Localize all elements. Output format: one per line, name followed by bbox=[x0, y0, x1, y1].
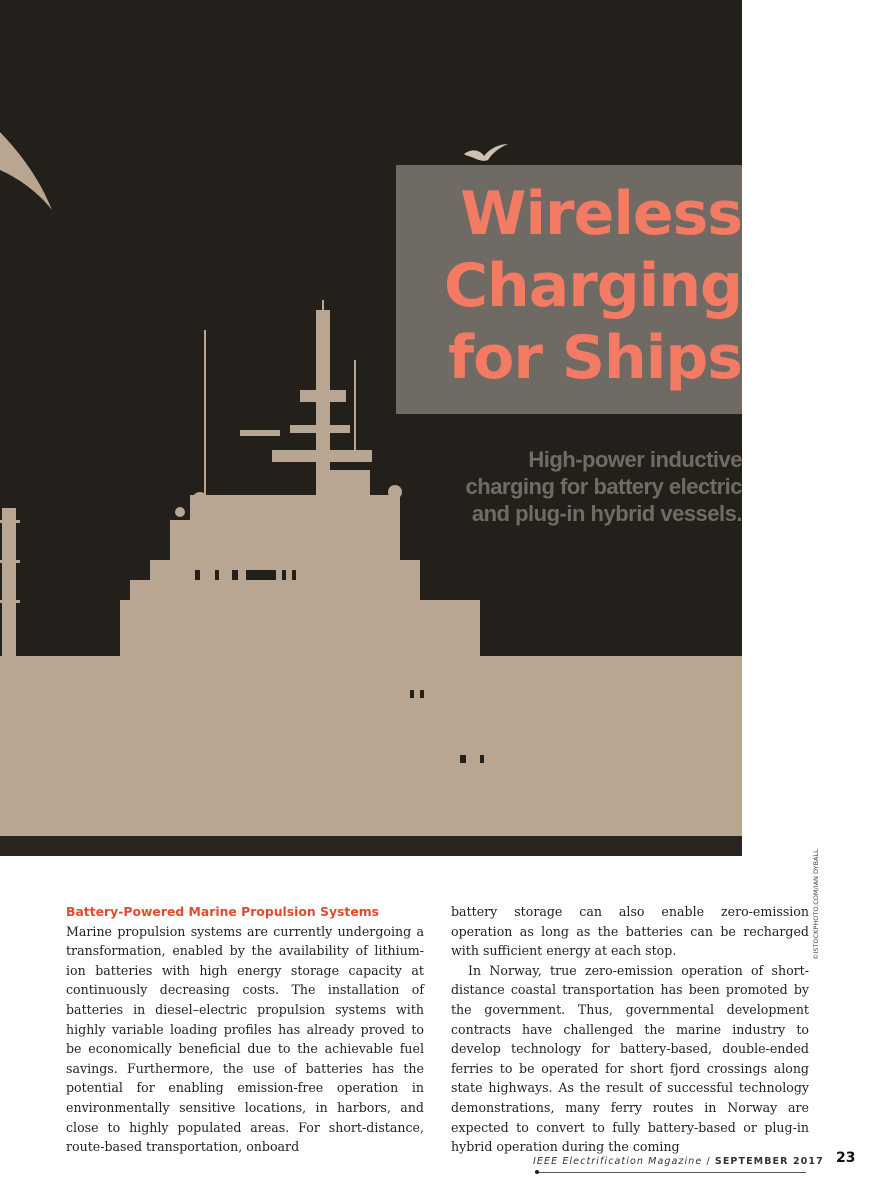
footer-rule-dot bbox=[535, 1170, 539, 1174]
seagull-shape bbox=[464, 144, 508, 161]
title-line-2: Charging bbox=[443, 251, 742, 321]
photo-credit-text: ©ISTOCKPHOTO.COM/IAN DYBALL bbox=[812, 849, 820, 960]
footer-rule bbox=[536, 1172, 806, 1173]
col2-paragraph-2: In Norway, true zero-emission operation of short-distance coastal transportation has been promoted by the government. Thus, governmental development contracts have challenged the marine industry to develop technology for battery-based, double-ended ferries to be operated for short fjord crossings along state highways. As the result of successful technology demonstrations, many ferry routes in Norway are expected to convert to fully battery-based or plug-in hybrid operation during the coming bbox=[451, 962, 809, 1155]
photo-credit bbox=[810, 849, 822, 960]
article-column-2 bbox=[451, 902, 809, 1157]
issue-date: SEPTEMBER 2017 bbox=[714, 1156, 824, 1167]
col2-paragraph-1: battery storage can also enable zero-emission operation as long as the batteries can be recharged with sufficient energy at each stop. bbox=[451, 904, 809, 959]
footer-separator: / bbox=[706, 1156, 711, 1167]
moon-crescent bbox=[0, 132, 52, 210]
title-line-3: for Ships bbox=[448, 323, 742, 393]
subtitle-line-3: and plug-in hybrid vessels. bbox=[471, 501, 742, 526]
article-column-1 bbox=[66, 902, 424, 1157]
magazine-name: IEEE Electrification Magazine bbox=[533, 1156, 703, 1167]
subtitle bbox=[422, 446, 742, 527]
subtitle-line-2: charging for battery electric bbox=[465, 474, 742, 499]
title-line-1: Wireless bbox=[460, 179, 742, 249]
page-number: 23 bbox=[836, 1150, 856, 1166]
left-crane bbox=[2, 508, 16, 656]
title-box bbox=[396, 165, 742, 414]
section-heading: Battery-Powered Marine Propulsion Systems bbox=[66, 904, 380, 919]
col1-paragraph: Marine propulsion systems are currently undergoing a transformation, enabled by the availability of lithium-ion batteries with high energy storage capacity at continuously decreasing costs. The installation of batteries in diesel–electric propulsion systems with highly variable loading profiles has already proved to be economically beneficial due to the achievable fuel savings. Furthermore, the use of batteries has the potential for enabling emission-free operation in environmentally sensitive locations, in harbors, and close to highly populated areas. For short-distance, route-based transportation, onboard bbox=[66, 923, 424, 1155]
waterline bbox=[0, 836, 742, 856]
footer-magazine bbox=[533, 1156, 824, 1167]
subtitle-line-1: High-power inductive bbox=[528, 447, 742, 472]
